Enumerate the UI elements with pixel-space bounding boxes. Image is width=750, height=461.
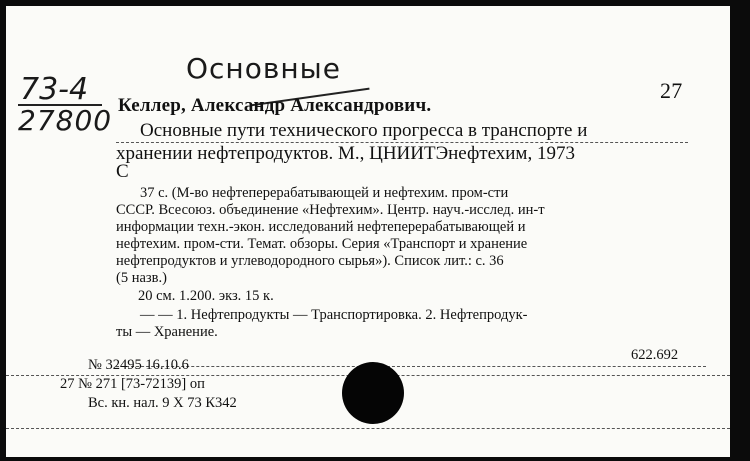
- title-line-3: С: [116, 161, 129, 182]
- scan-border-right: [730, 0, 750, 461]
- punch-hole: [342, 362, 404, 424]
- bottom-rule: [6, 428, 730, 429]
- classification-code: 622.692: [631, 347, 679, 363]
- classification-rule: [116, 366, 706, 367]
- scan-border-bottom: [0, 457, 750, 461]
- description-line-4: нефтехим. пром-сти. Темат. обзоры. Серия «Транспорт и хранение: [116, 236, 528, 252]
- description-line-3: информации техн.-экон. исследований нефтеперерабатывающей и: [116, 219, 526, 235]
- registry-line-1: № 32495 16.10.6: [88, 357, 189, 373]
- scan-border-top: [0, 0, 750, 6]
- subjects-line-2: ты — Хранение.: [116, 324, 218, 340]
- handwritten-note: Основные: [186, 52, 342, 85]
- description-line-2: СССР. Всесоюз. объединение «Нефтехим». Центр. науч.-исслед. ин-т: [116, 202, 545, 218]
- author-heading: Келлер, Александр Александрович.: [118, 95, 432, 116]
- description-line-7: 20 см. 1.200. экз. 15 к.: [138, 288, 274, 304]
- registry-line-3: Вс. кн. нал. 9 Х 73 К342: [88, 395, 237, 411]
- description-line-6: (5 назв.): [116, 270, 167, 286]
- handwritten-shelfmark-bottom: 27800: [18, 104, 113, 137]
- subjects-line-1: — — 1. Нефтепродукты — Транспортировка. 2. Нефтепродук-: [140, 307, 528, 323]
- scan-border-left: [0, 0, 6, 461]
- registry-line-2: 27 № 271 [73-72139] оп: [60, 376, 205, 392]
- handwritten-shelfmark-top: 73-4: [20, 72, 89, 107]
- description-line-5: нефтепродуктов и углеводородного сырья»). Список лит.: с. 36: [116, 253, 504, 269]
- title-line-2: хранении нефтепродуктов. М., ЦНИИТЭнефтехим, 1973: [116, 143, 575, 164]
- description-line-1: 37 с. (М-во нефтеперерабатывающей и нефтехим. пром-сти: [140, 185, 509, 201]
- title-line-1: Основные пути технического прогресса в транспорте и: [140, 120, 588, 141]
- card-number: 27: [660, 78, 683, 103]
